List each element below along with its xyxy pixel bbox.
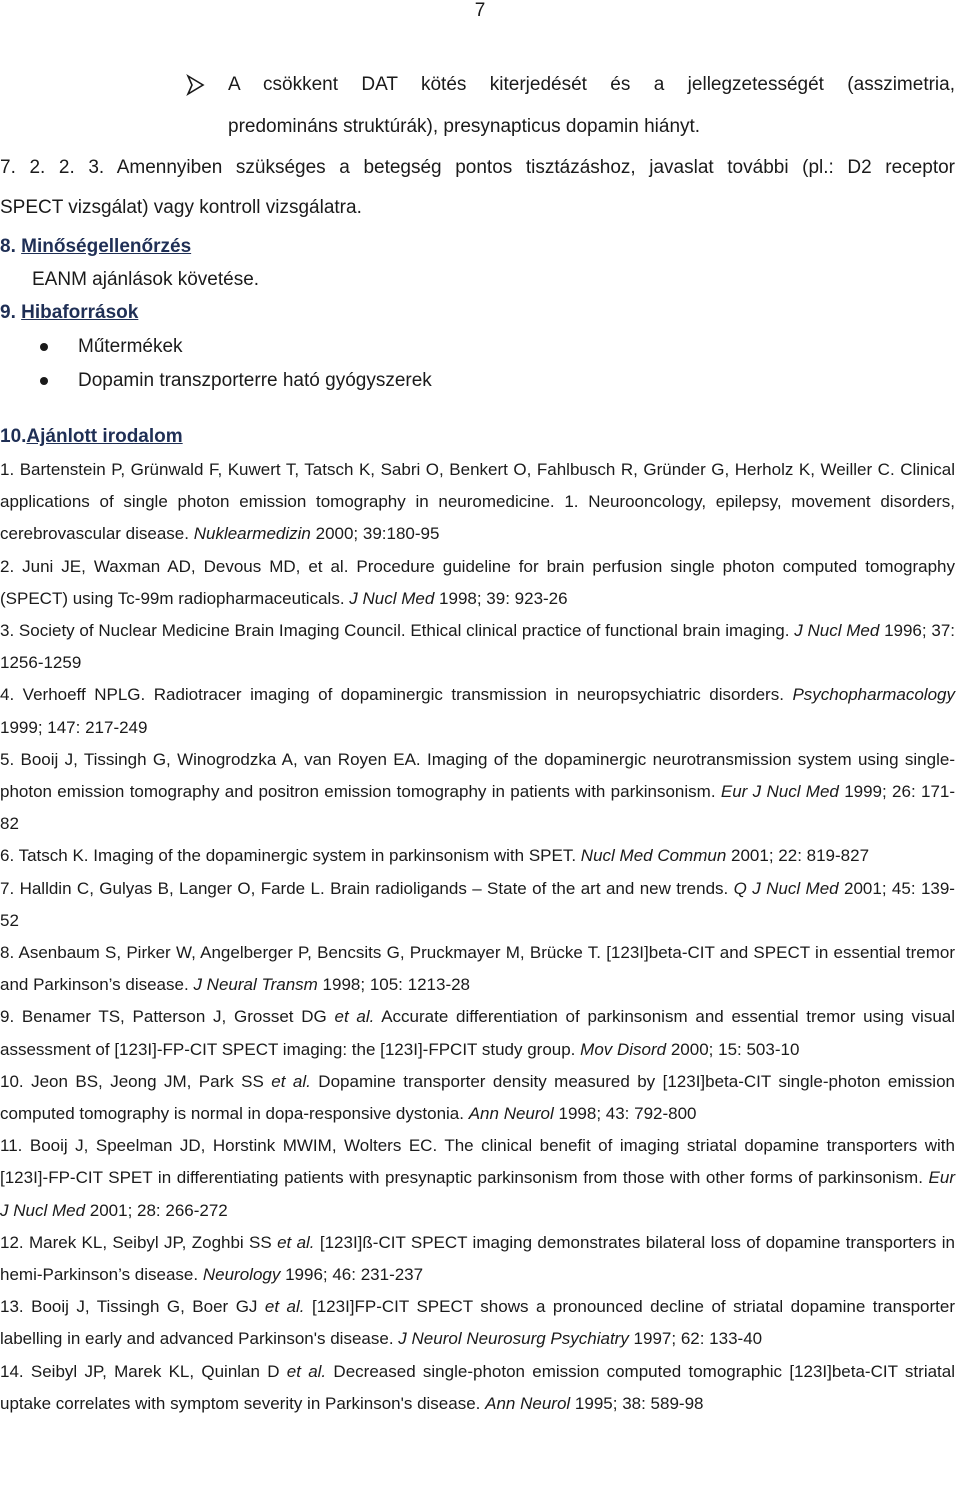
- reference-citation: 2001; 45: 139-52: [0, 878, 955, 930]
- reference-text: 7. Halldin C, Gulyas B, Langer O, Farde L. Brain radioligands – State of the art and new trends.: [0, 878, 729, 898]
- section-9-number: 9.: [0, 302, 16, 323]
- page-number: 7: [474, 0, 486, 21]
- section-8-title: Minőségellenőrzés: [21, 236, 192, 257]
- reference-text: 14. Seibyl JP, Marek KL, Quinlan D: [0, 1361, 280, 1381]
- reference-item: [0, 1227, 955, 1291]
- reference-text: 13. Booij J, Tissingh G, Boer GJ: [0, 1297, 258, 1317]
- reference-item: [0, 1130, 955, 1227]
- reference-item: [0, 937, 955, 1001]
- section-7-2-2-3-line-2: SPECT vizsgálat) vagy kontroll vizsgálatra.: [0, 197, 362, 218]
- reference-journal: J Nucl Med: [794, 621, 880, 641]
- reference-journal: Ann Neurol: [468, 1104, 554, 1124]
- reference-citation: 1996; 37: 1256-1259: [0, 621, 955, 673]
- reference-journal: J Neurol Neurosurg Psychiatry: [398, 1329, 629, 1349]
- reference-citation: 1997; 62: 133-40: [628, 1329, 763, 1349]
- reference-text: Dopamine transporter density measured by [123I]beta-CIT single-photon emission computed tomography is normal in dopa-responsive dystonia.: [0, 1071, 955, 1124]
- reference-item: [0, 1066, 955, 1130]
- section-8-number: 8.: [0, 236, 16, 257]
- list-item: [0, 364, 960, 398]
- reference-item: [0, 679, 955, 743]
- arrow-bullet-icon: [185, 64, 207, 122]
- reference-text: 2. Juni JE, Waxman AD, Devous MD, et al. Procedure guideline for brain perfusion single photon computed tomography (SPECT) using Tc-99m radiopharmaceuticals.: [0, 556, 955, 608]
- reference-citation: 1998; 39: 923-26: [434, 588, 568, 608]
- reference-item: [0, 454, 955, 551]
- reference-etal: et al.: [286, 1361, 327, 1381]
- arrow-bullet-line-2: predomináns struktúrák), presynapticus dopamin hiányt.: [228, 116, 701, 137]
- reference-etal: et al.: [264, 1297, 305, 1317]
- reference-citation: 1995; 38: 589-98: [570, 1393, 704, 1413]
- reference-item: [0, 1001, 955, 1065]
- reference-etal: et al.: [334, 1007, 375, 1027]
- reference-text: Accurate differentiation of parkinsonism and essential tremor using visual assessment of [123I]-FP-CIT SPECT imaging: the [123I]-FPCIT study group.: [0, 1007, 956, 1059]
- section-10-number: 10.: [0, 426, 27, 447]
- reference-text: [123I]ß-CIT SPECT imaging demonstrates bilateral loss of dopamine transporters in hemi-Parkinson’s disease.: [0, 1232, 955, 1285]
- reference-citation: 2001; 22: 819-827: [726, 846, 870, 866]
- reference-journal: Eur J Nucl Med: [0, 1168, 955, 1220]
- section-8-text: EANM ajánlások követése.: [32, 269, 260, 290]
- section-7-2-2-3: [0, 148, 955, 228]
- reference-text: 6. Tatsch K. Imaging of the dopaminergic system in parkinsonism with SPET.: [0, 846, 577, 866]
- reference-text: 8. Asenbaum S, Pirker W, Angelberger P, Bencsits G, Pruckmayer M, Brücke T. [123I]beta-CIT and SPECT in essential tremor and Parkinson’s disease.: [0, 943, 955, 995]
- reference-text: 9. Benamer TS, Patterson J, Grosset DG: [0, 1007, 327, 1027]
- arrow-bullet-item: [190, 64, 955, 148]
- reference-item: [0, 1356, 955, 1420]
- section-10-title: Ajánlott irodalom: [26, 426, 183, 447]
- reference-citation: 2000; 15: 503-10: [666, 1039, 800, 1059]
- reference-text: 3. Society of Nuclear Medicine Brain Imaging Council. Ethical clinical practice of functional brain imaging.: [0, 621, 790, 641]
- reference-journal: J Neural Transm: [193, 975, 318, 995]
- page-body: [0, 64, 960, 1420]
- reference-citation: 1998; 105: 1213-28: [317, 975, 471, 995]
- section-7-2-2-3-line-1: 7. 2. 2. 3. Amennyiben szükséges a betegség pontos tisztázáshoz, javaslat további (pl.: D2 receptor: [0, 157, 955, 178]
- reference-text: 11. Booij J, Speelman JD, Horstink MWIM, Wolters EC. The clinical benefit of imaging striatal dopamine transporters with [123I]-FP-CIT SPET in differentiating patients with presynaptic parkinsonism from those with other forms of parkinsonism.: [0, 1136, 955, 1188]
- reference-text: [123I]FP-CIT SPECT shows a pronounced decline of striatal dopamine transporter labelling in early and advanced Parkinson's disease.: [0, 1297, 955, 1349]
- reference-citation: 1996; 46: 231-237: [280, 1265, 424, 1285]
- reference-citation: 1999; 147: 217-249: [0, 717, 148, 737]
- arrow-bullet-line-1: A csökkent DAT kötés kiterjedését és a jellegzetességét (asszimetria,: [228, 74, 955, 95]
- reference-journal: Mov Disord: [580, 1039, 667, 1059]
- reference-text: 12. Marek KL, Seibyl JP, Zoghbi SS: [0, 1232, 272, 1252]
- reference-text: 5. Booij J, Tissingh G, Winogrodzka A, van Royen EA. Imaging of the dopaminergic neurotransmission system using single-photon emission tomography and positron emission tomography in patients with parkinsonism.: [0, 749, 955, 802]
- reference-journal: Nuklearmedizin: [193, 524, 311, 544]
- list-item-text: Dopamin transzporterre ható gyógyszerek: [78, 370, 432, 391]
- reference-text: 10. Jeon BS, Jeong JM, Park SS: [0, 1071, 264, 1091]
- reference-journal: Neurology: [202, 1265, 281, 1285]
- bullet-dot-icon: [40, 343, 48, 351]
- bullet-dot-icon: [40, 377, 48, 385]
- reference-etal: et al.: [271, 1071, 311, 1091]
- list-item: [0, 330, 960, 364]
- reference-item: [0, 551, 955, 615]
- reference-citation: 2001; 28: 266-272: [85, 1200, 228, 1220]
- reference-citation: 2000; 39:180-95: [310, 524, 440, 544]
- reference-journal: Q J Nucl Med: [733, 878, 839, 898]
- section-9-title: Hibaforrások: [21, 302, 139, 323]
- reference-item: [0, 840, 955, 872]
- section-10-heading: [0, 420, 960, 454]
- section-9-heading: [0, 296, 960, 330]
- reference-item: [0, 744, 955, 841]
- reference-item: [0, 615, 955, 679]
- reference-citation: 1998; 43: 792-800: [553, 1104, 697, 1124]
- reference-list: [0, 454, 955, 1420]
- reference-text: 1. Bartenstein P, Grünwald F, Kuwert T, Tatsch K, Sabri O, Benkert O, Fahlbusch R, Gründer G, Herholz K, Weiller C. Clinical applications of single photon emission tomography in neuromedicine. 1. Neurooncology, epilepsy, movement disorders, cerebrovascular disease.: [0, 460, 955, 544]
- reference-journal: Eur J Nucl Med: [720, 782, 839, 802]
- reference-citation: 1999; 26: 171-82: [0, 782, 956, 834]
- reference-text: Decreased single-photon emission computed tomographic [123I]beta-CIT striatal uptake correlates with symptom severity in Parkinson's disease.: [0, 1361, 956, 1413]
- reference-item: [0, 1291, 955, 1355]
- reference-journal: J Nucl Med: [349, 588, 435, 608]
- section-9-list: [0, 330, 960, 398]
- reference-text: 4. Verhoeff NPLG. Radiotracer imaging of dopaminergic transmission in neuropsychiatric disorders.: [0, 685, 784, 705]
- reference-journal: Nucl Med Commun: [580, 846, 727, 866]
- reference-journal: Ann Neurol: [485, 1393, 571, 1413]
- reference-journal: Psychopharmacology: [792, 685, 955, 705]
- reference-item: [0, 873, 955, 937]
- section-8-heading: [0, 230, 960, 264]
- reference-etal: et al.: [277, 1232, 315, 1252]
- list-item-text: Műtermékek: [78, 336, 183, 357]
